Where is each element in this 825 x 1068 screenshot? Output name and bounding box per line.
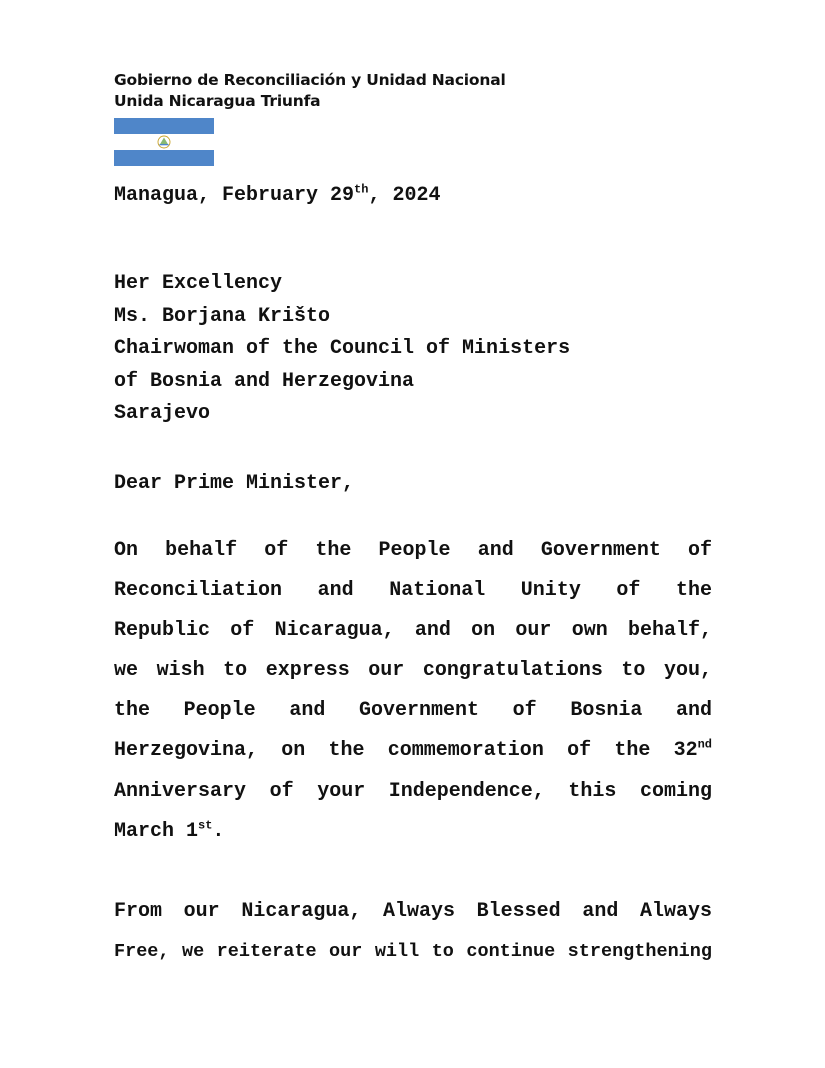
paragraph-line: Reconciliation and National Unity of the <box>114 579 712 603</box>
paragraph-line: From our Nicaragua, Always Blessed and Always <box>114 900 712 923</box>
letterhead-line-slogan: Unida Nicaragua Triunfa <box>114 92 321 110</box>
letterhead-line-government: Gobierno de Reconciliación y Unidad Nacional <box>114 71 506 89</box>
recipient-name: Ms. Borjana Krišto <box>114 304 331 328</box>
paragraph-relations <box>114 892 712 972</box>
recipient-position: Chairwoman of the Council of Ministers <box>114 337 571 360</box>
paragraph-line: March 1st. <box>114 818 225 843</box>
recipient-city: Sarajevo <box>114 402 211 425</box>
government-letterhead <box>114 70 506 112</box>
letter-date: Managua, February 29th, 2024 <box>114 182 441 207</box>
paragraph-line: the People and Government of Bosnia and <box>114 699 712 723</box>
nicaragua-flag-icon <box>114 118 214 166</box>
recipient-address <box>114 268 570 431</box>
paragraph-congratulations <box>114 531 712 852</box>
salutation: Dear Prime Minister, <box>114 472 355 495</box>
recipient-country: of Bosnia and Herzegovina <box>114 369 415 393</box>
paragraph-line: Herzegovina, on the commemoration of the 32nd <box>114 737 712 763</box>
recipient-title: Her Excellency <box>114 272 283 295</box>
paragraph-line: Anniversary of your Independence, this coming <box>114 779 712 803</box>
paragraph-line: Republic of Nicaragua, and on our own behalf, <box>114 619 712 643</box>
paragraph-line: Free, we reiterate our will to continue strengthening <box>114 941 712 963</box>
paragraph-line: On behalf of the People and Government of <box>114 539 712 562</box>
paragraph-line: we wish to express our congratulations to you, <box>114 659 712 683</box>
